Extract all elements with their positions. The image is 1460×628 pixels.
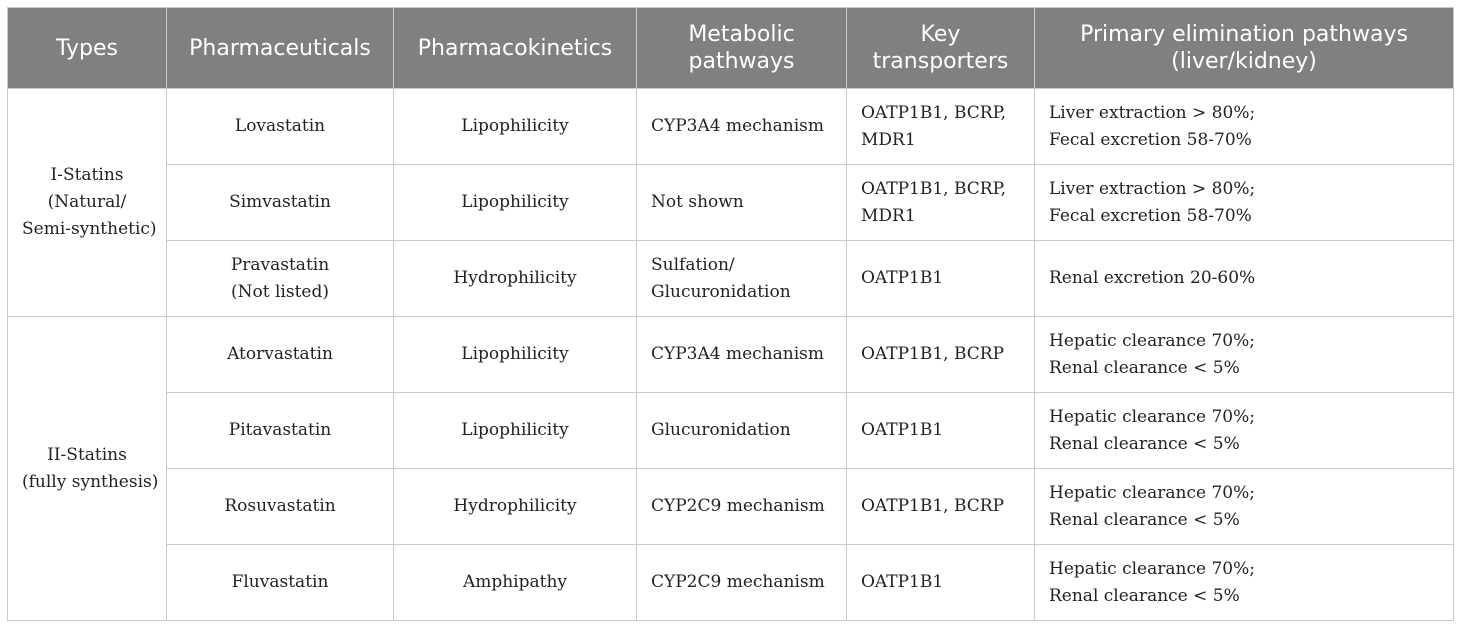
pk-cell: Lipophilicity: [394, 317, 637, 393]
table-row: [8, 89, 1454, 165]
elimination-cell: Hepatic clearance 70%; Renal clearance < 5%: [1035, 545, 1454, 621]
drug-cell: Simvastatin: [167, 165, 394, 241]
table-row: [8, 165, 1454, 241]
metabolic-cell: Sulfation/ Glucuronidation: [637, 241, 847, 317]
table-row: [8, 393, 1454, 469]
drug-cell: Lovastatin: [167, 89, 394, 165]
elimination-cell: Hepatic clearance 70%; Renal clearance < 5%: [1035, 469, 1454, 545]
elimination-cell: Hepatic clearance 70%; Renal clearance < 5%: [1035, 393, 1454, 469]
type-cell-group-2: II-Statins (fully synthesis): [8, 317, 167, 621]
header-key-transporters: Key transporters: [847, 8, 1035, 89]
pk-cell: Lipophilicity: [394, 393, 637, 469]
metabolic-cell: CYP2C9 mechanism: [637, 469, 847, 545]
elimination-cell: Liver extraction > 80%; Fecal excretion 58-70%: [1035, 89, 1454, 165]
pk-cell: Lipophilicity: [394, 89, 637, 165]
table-row: [8, 241, 1454, 317]
pk-cell: Hydrophilicity: [394, 241, 637, 317]
drug-cell: Pravastatin (Not listed): [167, 241, 394, 317]
transporters-cell: OATP1B1: [847, 545, 1035, 621]
drug-cell: Rosuvastatin: [167, 469, 394, 545]
metabolic-cell: CYP2C9 mechanism: [637, 545, 847, 621]
header-metabolic-pathways: Metabolic pathways: [637, 8, 847, 89]
header-elimination-pathways: Primary elimination pathways (liver/kidney): [1035, 8, 1454, 89]
pk-cell: Amphipathy: [394, 545, 637, 621]
header-pharmacokinetics: Pharmacokinetics: [394, 8, 637, 89]
transporters-cell: OATP1B1, BCRP, MDR1: [847, 89, 1035, 165]
drug-cell: Pitavastatin: [167, 393, 394, 469]
metabolic-cell: Not shown: [637, 165, 847, 241]
header-row: [8, 8, 1454, 89]
drug-cell: Atorvastatin: [167, 317, 394, 393]
pk-cell: Lipophilicity: [394, 165, 637, 241]
header-types: Types: [8, 8, 167, 89]
elimination-cell: Liver extraction > 80%; Fecal excretion 58-70%: [1035, 165, 1454, 241]
type-cell-group-1: I-Statins (Natural/ Semi-synthetic): [8, 89, 167, 317]
elimination-cell: Hepatic clearance 70%; Renal clearance < 5%: [1035, 317, 1454, 393]
metabolic-cell: CYP3A4 mechanism: [637, 89, 847, 165]
transporters-cell: OATP1B1, BCRP: [847, 317, 1035, 393]
transporters-cell: OATP1B1: [847, 241, 1035, 317]
metabolic-cell: CYP3A4 mechanism: [637, 317, 847, 393]
header-pharmaceuticals: Pharmaceuticals: [167, 8, 394, 89]
table-row: [8, 469, 1454, 545]
drug-cell: Fluvastatin: [167, 545, 394, 621]
transporters-cell: OATP1B1, BCRP, MDR1: [847, 165, 1035, 241]
transporters-cell: OATP1B1: [847, 393, 1035, 469]
statins-table: [7, 7, 1454, 621]
pk-cell: Hydrophilicity: [394, 469, 637, 545]
transporters-cell: OATP1B1, BCRP: [847, 469, 1035, 545]
table-row: [8, 545, 1454, 621]
table-row: [8, 317, 1454, 393]
elimination-cell: Renal excretion 20-60%: [1035, 241, 1454, 317]
metabolic-cell: Glucuronidation: [637, 393, 847, 469]
